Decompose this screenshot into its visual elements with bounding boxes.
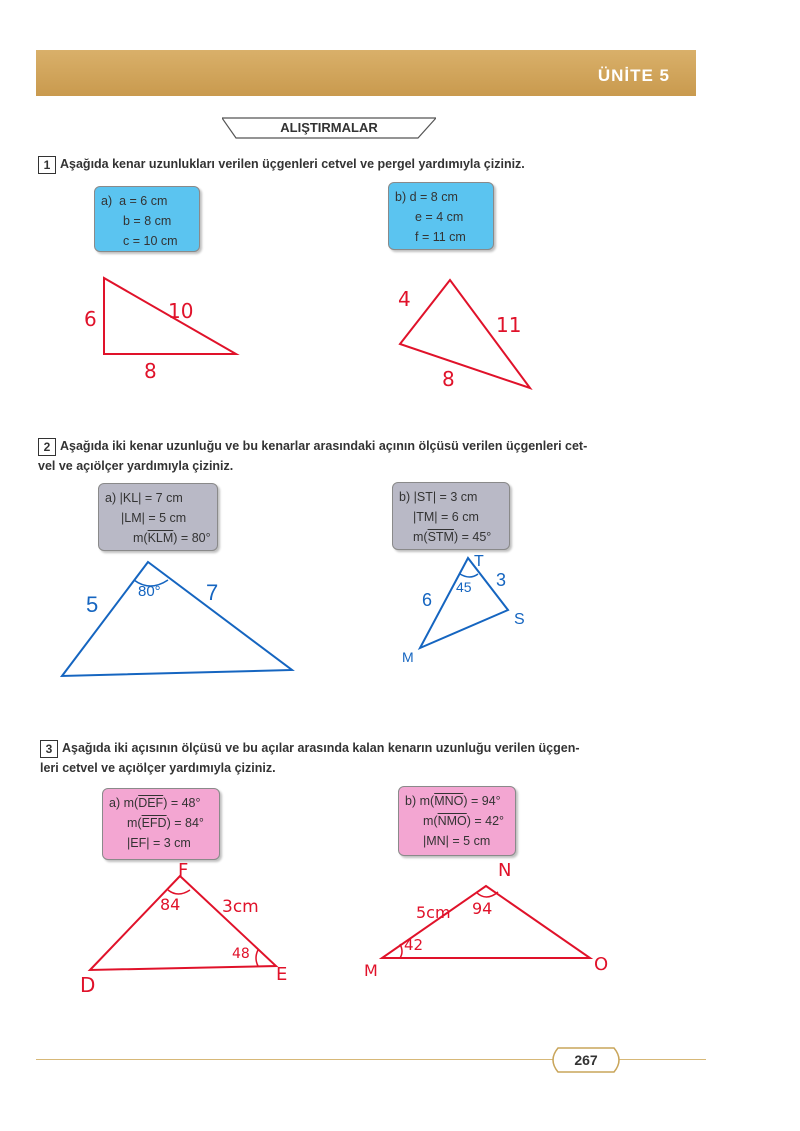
- vertex-label: O: [594, 954, 609, 975]
- vertex-label: M: [364, 961, 378, 980]
- side-label: 6: [84, 307, 97, 331]
- page-number-badge: [548, 1046, 624, 1074]
- triangle-2b: [402, 553, 525, 665]
- given-value: $m(\overline{STM}) = 45^\circ$: [413, 530, 492, 544]
- question-text-cont: leri cetvel ve açıölçer yardımıyla çiziniz.: [40, 761, 276, 775]
- given-value: $m(\overline{NMO}) = 42^\circ$: [423, 814, 505, 828]
- vertex-label: S: [514, 611, 525, 628]
- angle-label: 84: [160, 895, 181, 914]
- angle-label: 45: [456, 579, 472, 595]
- side-label: 5cm: [416, 903, 451, 922]
- triangle-3a: [80, 860, 287, 997]
- given-value: b = 8 cm: [123, 214, 172, 228]
- question-text: Aşağıda iki kenar uzunluğu ve bu kenarlar arasındaki açının ölçüsü verilen üçgenleri cet-: [60, 439, 588, 453]
- given-box-3a: a) $m(\overline{DEF}) = 48^\circ$ $m(\overline{EFD}) = 84^\circ$ |EF| = 3 cm: [102, 788, 220, 860]
- triangle-2a: [62, 562, 292, 676]
- question-number: 2: [38, 438, 56, 456]
- side-label: 3cm: [222, 897, 259, 917]
- part-label: b): [395, 190, 407, 204]
- triangle-3b: [364, 860, 608, 980]
- side-label: 11: [496, 313, 522, 337]
- vertex-label: F: [178, 860, 189, 881]
- page-number: 267: [574, 1052, 598, 1068]
- given-value: |ST| = 3 cm: [413, 490, 478, 504]
- given-value: |MN| = 5 cm: [423, 834, 491, 848]
- side-label: 8: [144, 359, 157, 383]
- triangle-1b: [398, 280, 530, 391]
- given-value: a = 6 cm: [119, 194, 168, 208]
- vertex-label: M: [402, 649, 414, 665]
- part-label: a): [109, 796, 121, 810]
- given-value: |LM| = 5 cm: [121, 511, 187, 525]
- side-label: 3: [496, 570, 507, 590]
- given-value: |KL| = 7 cm: [119, 491, 183, 505]
- part-label: a): [101, 194, 113, 208]
- side-label: 4: [398, 287, 411, 311]
- given-value: |EF| = 3 cm: [127, 836, 191, 850]
- part-label: a): [105, 491, 117, 505]
- question-text: Aşağıda kenar uzunlukları verilen üçgenleri cetvel ve pergel yardımıyla çiziniz.: [60, 157, 525, 171]
- given-value: $m(\overline{EFD}) = 84^\circ$: [127, 816, 204, 830]
- side-label: 10: [168, 299, 194, 323]
- vertex-label: T: [474, 553, 484, 570]
- side-label: 7: [206, 580, 219, 605]
- part-label: b): [405, 794, 417, 808]
- unit-label: ÜNİTE 5: [597, 66, 670, 85]
- given-value: e = 4 cm: [415, 210, 464, 224]
- vertex-label: N: [498, 860, 512, 881]
- question-number: 3: [40, 740, 58, 758]
- question-text-cont: vel ve açıölçer yardımıyla çiziniz.: [38, 459, 234, 473]
- vertex-label: E: [276, 964, 288, 985]
- given-value: c = 10 cm: [123, 234, 178, 248]
- given-box-3b: b) $m(\overline{MNO}) = 94^\circ$ $m(\overline{NMO}) = 42^\circ$ |MN| = 5 cm: [398, 786, 516, 856]
- given-value: f = 11 cm: [415, 230, 466, 244]
- question-text: Aşağıda iki açısının ölçüsü ve bu açılar arasında kalan kenarın uzunluğu verilen üçgen-: [62, 741, 580, 755]
- side-label: 6: [422, 590, 433, 610]
- side-label: 5: [86, 592, 99, 617]
- given-value: d = 8 cm: [409, 190, 458, 204]
- angle-label: 42: [404, 936, 424, 954]
- angle-label: 48: [232, 946, 250, 962]
- angle-label: 94: [472, 899, 493, 918]
- side-label: 8: [442, 367, 455, 391]
- angle-label: 80°: [138, 583, 161, 600]
- section-title: ALIŞTIRMALAR: [280, 120, 378, 135]
- given-value: |TM| = 6 cm: [413, 510, 479, 524]
- question-number: 1: [38, 156, 56, 174]
- vertex-label: D: [80, 973, 96, 997]
- part-label: b): [399, 490, 411, 504]
- triangle-1a: [84, 278, 236, 383]
- given-value: $m(\overline{KLM}) = 80^\circ$: [133, 531, 211, 545]
